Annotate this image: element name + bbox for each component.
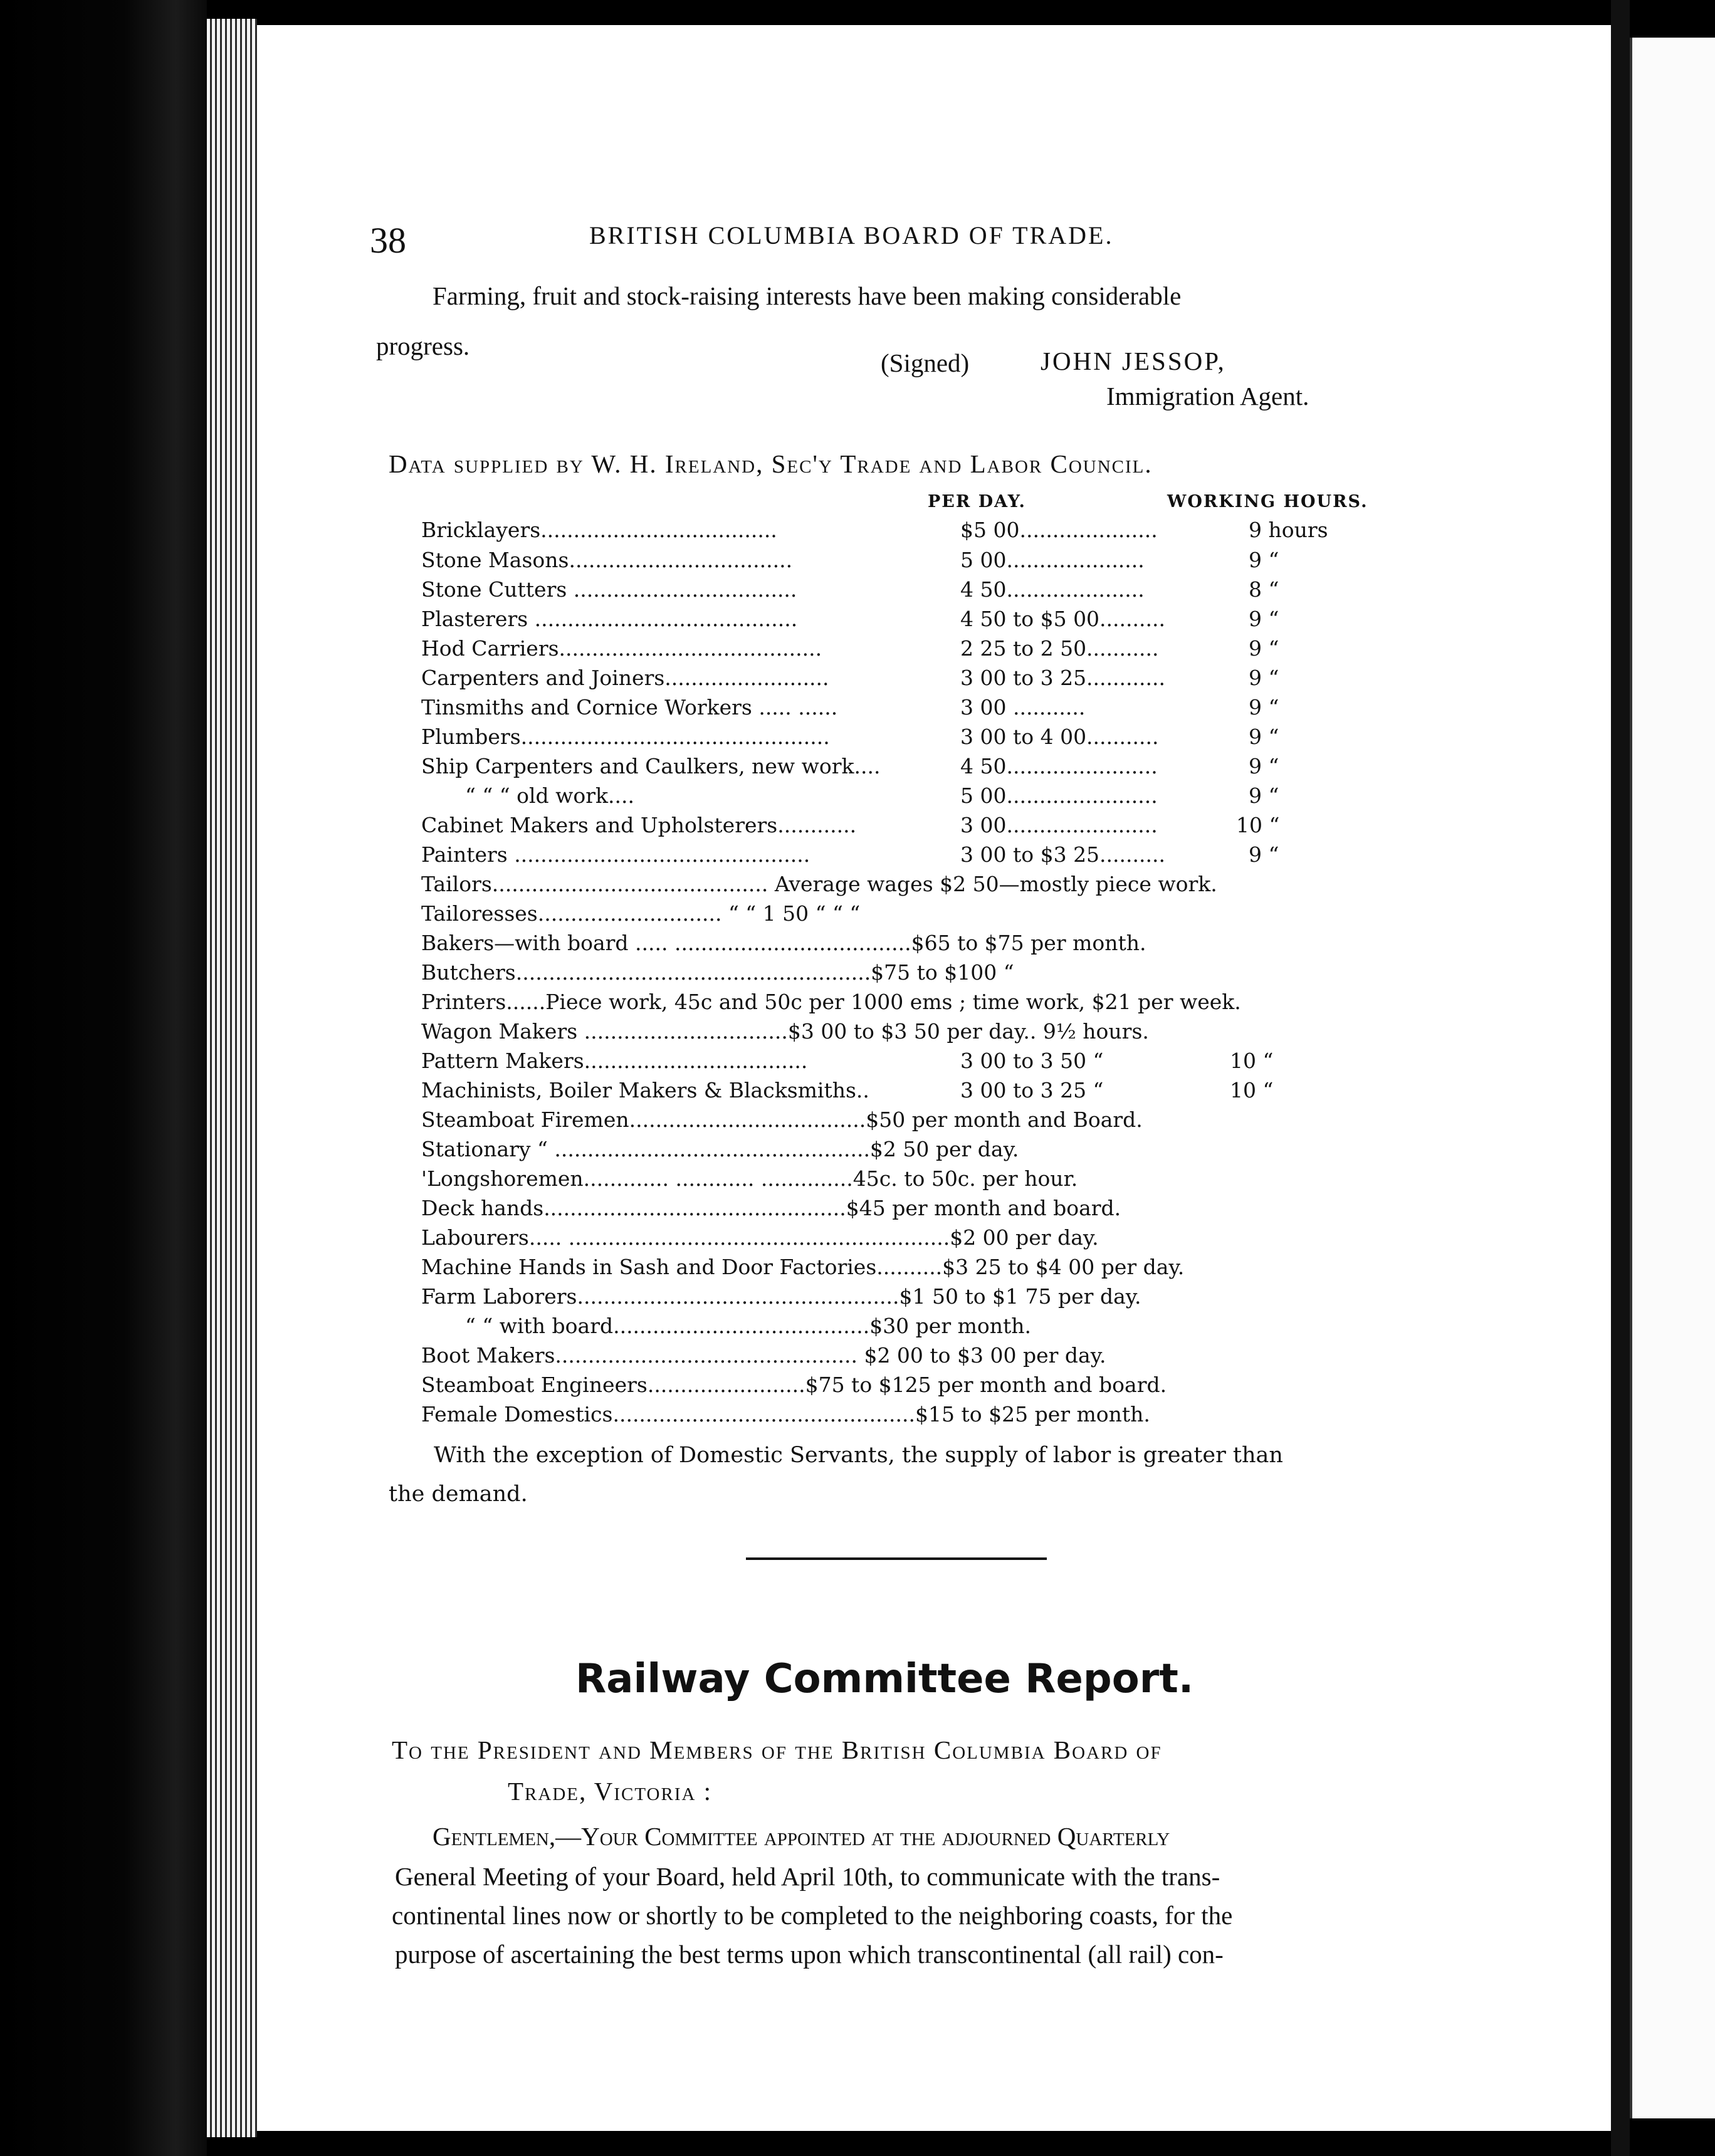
signed-label: (Signed)	[881, 348, 970, 377]
data-source-heading: Data supplied by W. H. Ireland, Sec'y Trade and Labor Council.	[389, 449, 1153, 478]
table-row: 'Longshoremen............. ............ ..............45c. to 50c. per hour.	[421, 1166, 1078, 1191]
salutation-line-1: To the President and Members of the British Columbia Board of	[392, 1735, 1162, 1764]
table-row: Deck hands..............................................$45 per month and board.	[421, 1196, 1121, 1220]
table-row: Machine Hands in Sash and Door Factories..........$3 25 to $4 00 per day.	[421, 1255, 1185, 1279]
table-row: Bricklayers.................................... $5 00..................... 9 hours	[421, 518, 1328, 542]
table-row: Labourers..... ..........................................................$2 00 per day.	[421, 1225, 1099, 1250]
table-row: Tailors.......................................... Average wages $2 50—mostly piece work.	[421, 872, 1217, 896]
table-row: Stationary “ ................................................$2 50 per day.	[421, 1137, 1019, 1161]
table-row: “ “ with board.......................................$30 per month.	[465, 1314, 1032, 1338]
facing-page-edge	[1630, 38, 1715, 2118]
book-spine-shadow	[1611, 0, 1630, 2156]
table-row: Steamboat Engineers........................$75 to $125 per month and board.	[421, 1373, 1167, 1397]
table-row: Wagon Makers ...............................$3 00 to $3 50 per day.. 9½ hours.	[421, 1019, 1149, 1044]
closing-line-1: With the exception of Domestic Servants, the supply of labor is greater than	[434, 1443, 1283, 1468]
table-row: Boot Makers.............................................. $2 00 to $3 00 per day.	[421, 1343, 1106, 1368]
per-day-column-header: PER DAY.	[928, 492, 1026, 511]
table-row: Carpenters and Joiners......................... 3 00 to 3 25............ 9 “	[421, 666, 1279, 690]
closing-line-2: the demand.	[389, 1482, 528, 1507]
table-row: Hod Carriers........................................ 2 25 to 2 50........... 9 “	[421, 636, 1279, 661]
report-body-line-4: purpose of ascertaining the best terms upon which transcontinental (all rail) con-	[395, 1940, 1224, 1969]
table-row: Painters ............................................. 3 00 to $3 25.......... 9 “	[421, 842, 1279, 867]
intro-line-1: Farming, fruit and stock-raising interests have been making considerable	[433, 281, 1182, 310]
table-row: Cabinet Makers and Upholsterers............ 3 00....................... 10 “	[421, 813, 1280, 837]
report-body-line-1: Gentlemen,—Your Committee appointed at the adjourned Quarterly	[433, 1822, 1170, 1851]
page-edge-stack	[207, 19, 257, 2137]
report-body-line-3: continental lines now or shortly to be completed to the neighboring coasts, for the	[392, 1901, 1233, 1930]
section-divider	[746, 1557, 1047, 1560]
table-row: Female Domestics..............................................$15 to $25 per month.	[421, 1402, 1150, 1426]
table-row: Stone Cutters .................................. 4 50..................... 8 “	[421, 577, 1279, 602]
table-row: Butchers......................................................$75 to $100 “	[421, 960, 1014, 985]
signatory-name: JOHN JESSOP,	[1041, 347, 1226, 375]
table-row: Plumbers............................................... 3 00 to 4 00........... 9 “	[421, 725, 1279, 749]
salutation-line-2: Trade, Victoria :	[508, 1777, 713, 1806]
table-row: Tinsmiths and Cornice Workers ..... ...... 3 00 ........... 9 “	[421, 695, 1279, 720]
running-head: BRITISH COLUMBIA BOARD OF TRADE.	[589, 221, 1114, 249]
intro-line-2: progress.	[376, 332, 470, 360]
table-row: Stone Masons.................................. 5 00..................... 9 “	[421, 548, 1279, 572]
table-row: Steamboat Firemen....................................$50 per month and Board.	[421, 1107, 1143, 1132]
report-body-line-2: General Meeting of your Board, held April 10th, to communicate with the trans-	[395, 1862, 1220, 1891]
table-row: Printers......Piece work, 45c and 50c per 1000 ems ; time work, $21 per week.	[421, 990, 1241, 1014]
table-row: Pattern Makers.................................. 3 00 to 3 50 “ 10 “	[421, 1049, 1274, 1073]
table-row: Farm Laborers.................................................$1 50 to $1 75 per day.	[421, 1284, 1141, 1309]
table-row: Tailoresses............................ “ “ 1 50 “ “ “	[421, 901, 861, 926]
table-row: Bakers—with board ..... ....................................$65 to $75 per month.	[421, 931, 1146, 955]
table-row: Plasterers ........................................ 4 50 to $5 00.......... 9 “	[421, 607, 1279, 631]
table-row: “ “ “ old work.... 5 00....................... 9 “	[465, 783, 1279, 808]
signatory-title: Immigration Agent.	[1106, 382, 1309, 411]
working-hours-column-header: WORKING HOURS.	[1167, 492, 1368, 511]
table-row: Machinists, Boiler Makers & Blacksmiths.. 3 00 to 3 25 “ 10 “	[421, 1078, 1274, 1102]
railway-report-heading: Railway Committee Report.	[575, 1656, 1194, 1702]
page-number: 38	[370, 220, 406, 261]
book-gutter-shadow	[0, 0, 207, 2156]
table-row: Ship Carpenters and Caulkers, new work.... 4 50....................... 9 “	[421, 754, 1279, 778]
